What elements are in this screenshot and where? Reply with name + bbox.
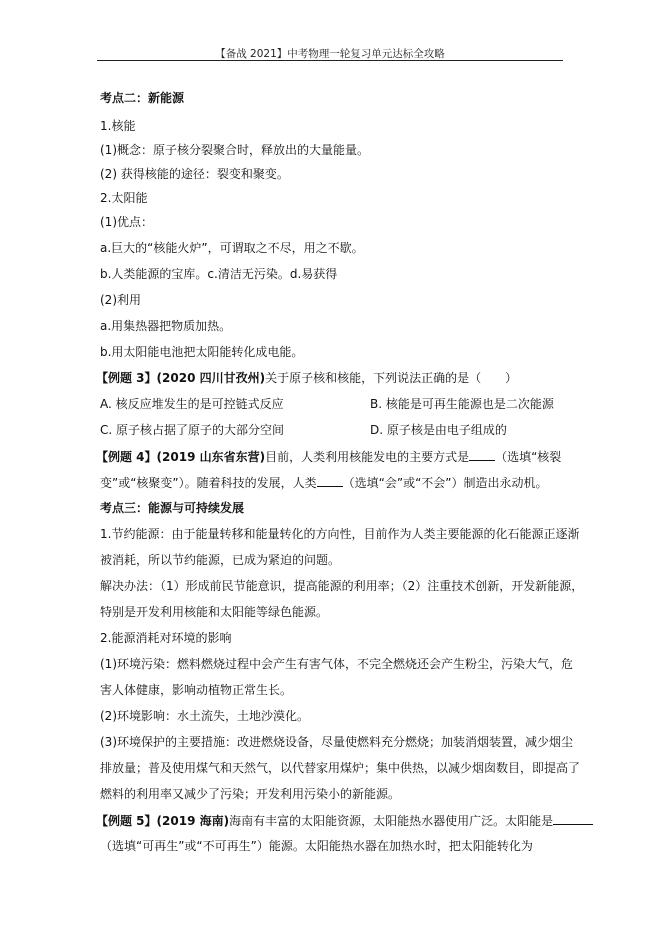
example-4-blank-1[interactable] xyxy=(469,448,495,461)
solar-adv-a: a.巨大的“核能火炉”，可谓取之不尽，用之不歇。 xyxy=(100,241,364,255)
heading-solar: 2.太阳能 xyxy=(100,191,148,205)
header-rule xyxy=(97,60,563,61)
example-4-text-2b: （选填“会”或“不会”）制造出永动机。 xyxy=(342,476,548,490)
example-3-tag: 【例题 3】 xyxy=(96,371,157,385)
section-title-sustainable: 考点三：能源与可持续发展 xyxy=(100,501,245,515)
save-energy-line2: 被消耗，所以节约能源，已成为紧迫的问题。 xyxy=(100,553,341,567)
example-3-option-c: C. 原子核占据了原子的大部分空间 xyxy=(100,423,285,437)
protection-line1: (3)环境保护的主要措施：改进燃烧设备，尽量使燃料充分燃烧；加装消烟装置，减少烟尘 xyxy=(100,735,574,749)
example-3-text: 关于原子核和核能，下列说法正确的是（ ） xyxy=(265,371,518,385)
example-3-option-a: A. 核反应堆发生的是可控链式反应 xyxy=(100,397,284,411)
example-4-source: (2019 山东省东营) xyxy=(156,450,266,464)
example-4-question-line2 xyxy=(100,474,548,491)
protection-line2: 排放量；普及使用煤气和天然气，以代替家用煤炉；集中供热，以减少烟囱数目，即提高了 xyxy=(100,761,581,775)
example-4-text-1a: 目前，人类利用核能发电的主要方式是 xyxy=(265,450,470,464)
example-5-text-1: 海南有丰富的太阳能资源，太阳能热水器使用广泛。太阳能是 xyxy=(229,814,554,828)
pollution-line1: (1)环境污染：燃料燃烧过程中会产生有害气体，不完全燃烧还会产生粉尘，污染大气，危 xyxy=(100,657,574,671)
page-header: 【备战 2021】中考物理一轮复习单元达标全攻略 xyxy=(215,48,445,60)
nuclear-methods: (2) 获得核能的途径：裂变和聚变。 xyxy=(100,167,289,181)
pollution-line2: 害人体健康，影响动植物正常生长。 xyxy=(100,683,293,697)
example-3-source: (2020 四川甘孜州) xyxy=(156,371,266,385)
solar-advantages: (1)优点： xyxy=(100,215,153,229)
example-5-tag: 【例题 5】 xyxy=(96,814,157,828)
example-3-option-b: B. 核能是可再生能源也是二次能源 xyxy=(370,397,554,411)
solar-adv-b: b.人类能源的宝库。c.清洁无污染。d.易获得 xyxy=(100,267,338,281)
section-title-new-energy: 考点二：新能源 xyxy=(100,91,185,105)
example-4-tag: 【例题 4】 xyxy=(96,450,157,464)
example-3-question xyxy=(96,370,517,386)
heading-environment-impact: 2.能源消耗对环境的影响 xyxy=(100,631,232,645)
heading-nuclear: 1.核能 xyxy=(100,119,136,133)
solution-line1: 解决办法：（1）形成前民节能意识，提高能源的利用率；（2）注重技术创新，开发新能源， xyxy=(100,579,584,593)
protection-line3: 燃料的利用率又减少了污染；开发利用污染小的新能源。 xyxy=(100,787,401,801)
environment-effect: (2)环境影响：水土流失，土地沙漠化。 xyxy=(100,709,309,723)
example-5-question-line1 xyxy=(96,812,593,829)
example-4-question-line1 xyxy=(96,448,561,465)
example-4-blank-2[interactable] xyxy=(317,474,343,487)
solar-use: (2)利用 xyxy=(100,293,141,307)
example-5-source: (2019 海南) xyxy=(156,814,230,828)
solution-line2: 特别是开发利用核能和太阳能等绿色能源。 xyxy=(100,605,329,619)
example-4-text-1b: （选填“核裂 xyxy=(495,450,562,464)
solar-use-a: a.用集热器把物质加热。 xyxy=(100,319,232,333)
example-5-blank-1[interactable] xyxy=(553,812,593,825)
save-energy-line1: 1.节约能源：由于能量转移和能量转化的方向性，目前作为人类主要能源的化石能源正逐渐 xyxy=(100,527,580,541)
example-4-text-2a: 变”或“核聚变”）。随着科技的发展，人类 xyxy=(100,476,317,490)
solar-use-b: b.用太阳能电池把太阳能转化成电能。 xyxy=(100,345,304,359)
example-3-option-d: D. 原子核是由电子组成的 xyxy=(370,423,507,437)
example-5-question-line2: （选填“可再生”或“不可再生”）能源。太阳能热水器在加热水时，把太阳能转化为 xyxy=(100,839,533,853)
nuclear-concept: (1)概念：原子核分裂聚合时，释放出的大量能量。 xyxy=(100,143,369,157)
